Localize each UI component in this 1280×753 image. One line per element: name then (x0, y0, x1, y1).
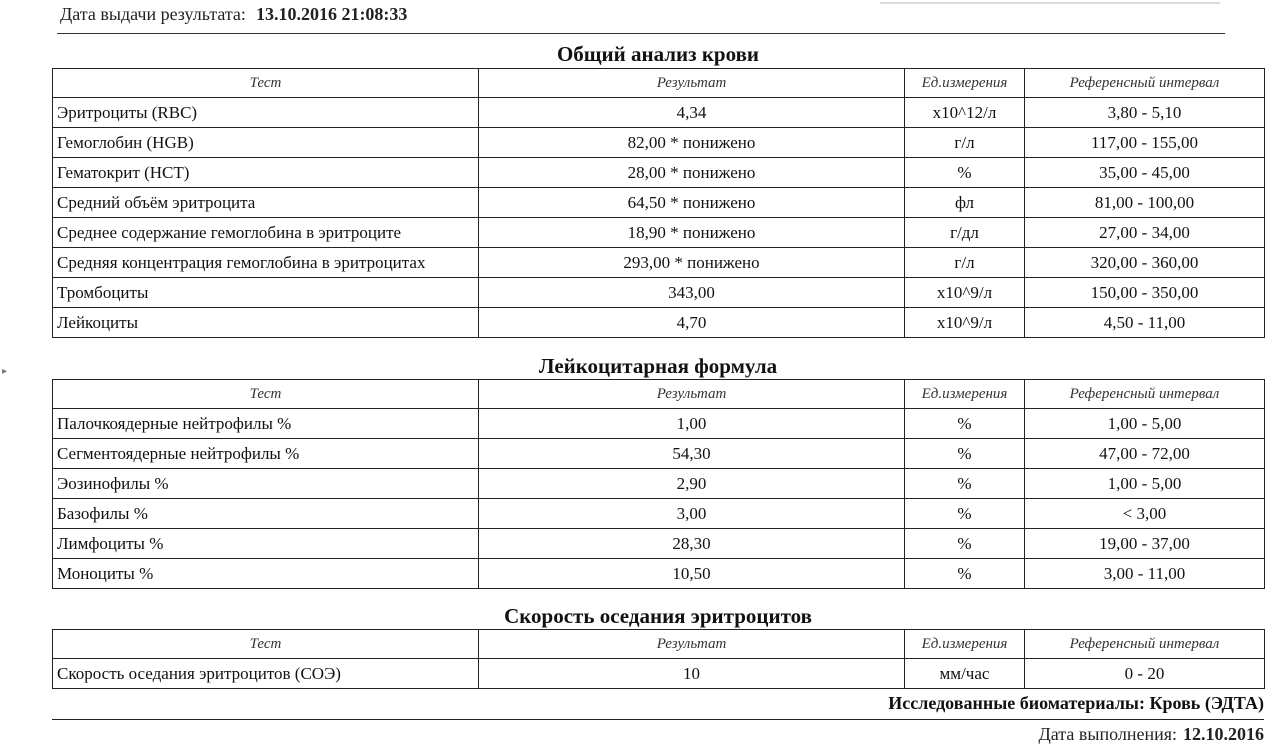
footer-divider (52, 719, 1264, 720)
table-row (53, 158, 1265, 188)
col-header-reference: Референсный интервал (1025, 380, 1265, 409)
scan-edge-line (880, 2, 1220, 4)
table-esr (52, 629, 1265, 689)
cell-reference: 81,00 - 100,00 (1025, 188, 1265, 218)
cell-reference: 4,50 - 11,00 (1025, 308, 1265, 338)
cell-reference: 150,00 - 350,00 (1025, 278, 1265, 308)
table-row (53, 98, 1265, 128)
cell-unit: % (905, 158, 1025, 188)
col-header-reference: Референсный интервал (1025, 630, 1265, 659)
table-row (53, 278, 1265, 308)
table-row (53, 469, 1265, 499)
cell-result: 82,00 * понижено (479, 128, 905, 158)
table-row (53, 559, 1265, 589)
table-row (53, 188, 1265, 218)
completion-date-line (1038, 724, 1264, 745)
cell-unit: г/л (905, 248, 1025, 278)
cell-test: Тромбоциты (53, 278, 479, 308)
cell-test: Сегментоядерные нейтрофилы % (53, 439, 479, 469)
cell-unit: % (905, 409, 1025, 439)
col-header-test: Тест (53, 69, 479, 98)
cell-result: 28,30 (479, 529, 905, 559)
cell-result: 1,00 (479, 409, 905, 439)
table-header-row (53, 69, 1265, 98)
cell-test: Гемоглобин (HGB) (53, 128, 479, 158)
cell-unit: х10^12/л (905, 98, 1025, 128)
table-esr-body (53, 659, 1265, 689)
cell-unit: фл (905, 188, 1025, 218)
table-header-row (53, 380, 1265, 409)
scan-arrow-icon: ▸ (2, 366, 8, 377)
cell-reference: 3,80 - 5,10 (1025, 98, 1265, 128)
cell-test: Средний объём эритроцита (53, 188, 479, 218)
table-leukocyte-formula-body (53, 409, 1265, 589)
cell-result: 28,00 * понижено (479, 158, 905, 188)
cell-test: Базофилы % (53, 499, 479, 529)
cell-result: 10 (479, 659, 905, 689)
col-header-result: Результат (479, 69, 905, 98)
cell-result: 4,34 (479, 98, 905, 128)
col-header-unit: Ед.измерения (905, 69, 1025, 98)
table-row (53, 529, 1265, 559)
cell-unit: % (905, 469, 1025, 499)
issue-date-line (60, 4, 407, 25)
cell-unit: мм/час (905, 659, 1025, 689)
col-header-result: Результат (479, 380, 905, 409)
col-header-unit: Ед.измерения (905, 630, 1025, 659)
table-row (53, 308, 1265, 338)
cell-reference: 1,00 - 5,00 (1025, 469, 1265, 499)
completion-date-label: Дата выполнения: (1038, 724, 1177, 744)
table-row (53, 128, 1265, 158)
cell-reference: 0 - 20 (1025, 659, 1265, 689)
cell-result: 64,50 * понижено (479, 188, 905, 218)
col-header-reference: Референсный интервал (1025, 69, 1265, 98)
cell-test: Лейкоциты (53, 308, 479, 338)
cell-result: 4,70 (479, 308, 905, 338)
cell-test: Эритроциты (RBC) (53, 98, 479, 128)
cell-result: 18,90 * понижено (479, 218, 905, 248)
cell-unit: г/дл (905, 218, 1025, 248)
cell-unit: х10^9/л (905, 308, 1025, 338)
table-leukocyte-formula (52, 379, 1265, 589)
cell-test: Лимфоциты % (53, 529, 479, 559)
cell-reference: 19,00 - 37,00 (1025, 529, 1265, 559)
cell-unit: % (905, 439, 1025, 469)
table-cbc (52, 68, 1265, 338)
cell-result: 10,50 (479, 559, 905, 589)
cell-result: 343,00 (479, 278, 905, 308)
cell-reference: 3,00 - 11,00 (1025, 559, 1265, 589)
cell-unit: г/л (905, 128, 1025, 158)
cell-reference: 320,00 - 360,00 (1025, 248, 1265, 278)
biomaterial-note: Исследованные биоматериалы: Кровь (ЭДТА) (888, 693, 1264, 713)
col-header-unit: Ед.измерения (905, 380, 1025, 409)
cell-test: Среднее содержание гемоглобина в эритроците (53, 218, 479, 248)
cell-unit: % (905, 499, 1025, 529)
section-title-leukocyte-formula: Лейкоцитарная формула (538, 354, 778, 378)
cell-result: 3,00 (479, 499, 905, 529)
col-header-test: Тест (53, 380, 479, 409)
table-row (53, 499, 1265, 529)
cell-test: Гематокрит (HCT) (53, 158, 479, 188)
cell-reference: < 3,00 (1025, 499, 1265, 529)
cell-test: Палочкоядерные нейтрофилы % (53, 409, 479, 439)
table-header-row (53, 630, 1265, 659)
cell-unit: % (905, 559, 1025, 589)
cell-reference: 47,00 - 72,00 (1025, 439, 1265, 469)
section-title-esr: Скорость оседания эритроцитов (504, 604, 812, 628)
cell-reference: 27,00 - 34,00 (1025, 218, 1265, 248)
table-row (53, 218, 1265, 248)
cell-result: 2,90 (479, 469, 905, 499)
issue-date-label: Дата выдачи результата: (60, 4, 246, 24)
table-cbc-body (53, 98, 1265, 338)
col-header-test: Тест (53, 630, 479, 659)
table-row (53, 409, 1265, 439)
col-header-result: Результат (479, 630, 905, 659)
section-title-cbc: Общий анализ крови (556, 42, 760, 66)
header-divider (57, 33, 1225, 34)
table-row (53, 248, 1265, 278)
cell-result: 54,30 (479, 439, 905, 469)
table-row (53, 659, 1265, 689)
table-row (53, 439, 1265, 469)
cell-test: Эозинофилы % (53, 469, 479, 499)
cell-unit: % (905, 529, 1025, 559)
cell-reference: 35,00 - 45,00 (1025, 158, 1265, 188)
cell-reference: 117,00 - 155,00 (1025, 128, 1265, 158)
cell-unit: х10^9/л (905, 278, 1025, 308)
cell-reference: 1,00 - 5,00 (1025, 409, 1265, 439)
cell-result: 293,00 * понижено (479, 248, 905, 278)
cell-test: Моноциты % (53, 559, 479, 589)
cell-test: Скорость оседания эритроцитов (СОЭ) (53, 659, 479, 689)
completion-date-value: 12.10.2016 (1183, 724, 1264, 744)
cell-test: Средняя концентрация гемоглобина в эритроцитах (53, 248, 479, 278)
issue-date-value: 13.10.2016 21:08:33 (255, 4, 408, 24)
